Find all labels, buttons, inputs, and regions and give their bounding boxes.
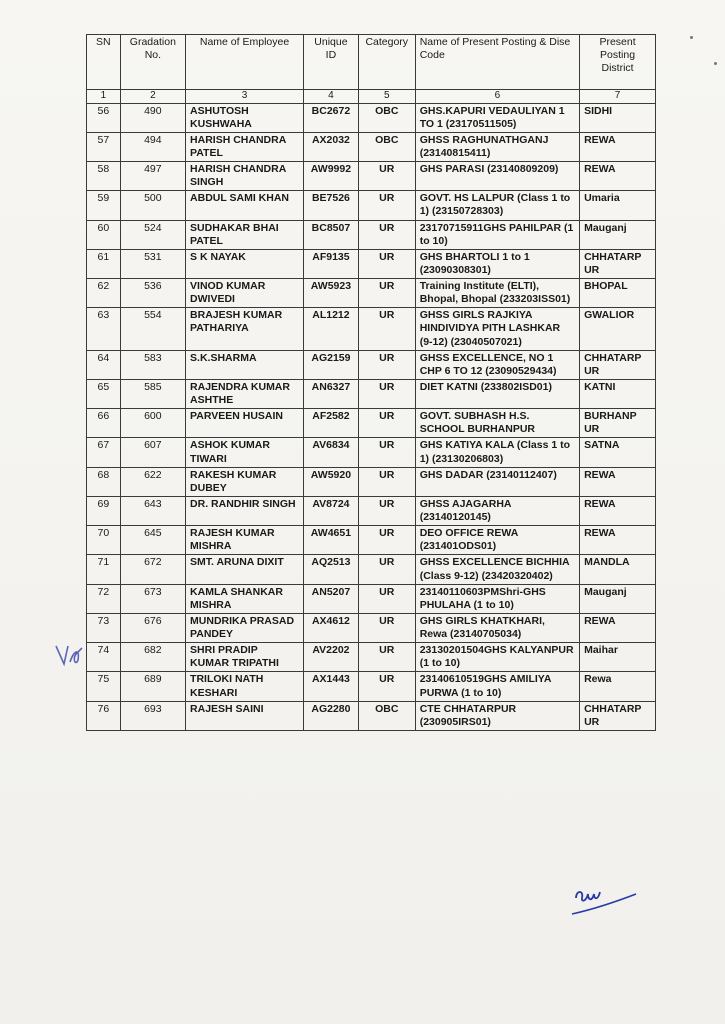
cell-district: REWA [580,467,656,496]
cell-unique-id: BC8507 [304,220,359,249]
cell-posting: GHSS EXCELLENCE BICHHIA (Class 9-12) (23420320402) [415,555,579,584]
cell-gradation: 673 [120,584,185,613]
handwritten-signature [570,880,640,920]
cell-posting: 23140610519GHS AMILIYA PURWA (1 to 10) [415,672,579,701]
cell-category: UR [358,555,415,584]
cell-district: REWA [580,132,656,161]
cell-posting: CTE CHHATARPUR (230905IRS01) [415,701,579,730]
cell-employee-name: TRILOKI NATH KESHARI [186,672,304,701]
cell-unique-id: AG2159 [304,350,359,379]
cell-district: Umaria [580,191,656,220]
cell-category: UR [358,350,415,379]
cell-category: UR [358,220,415,249]
cell-sn: 61 [87,249,121,278]
cell-unique-id: AX4612 [304,613,359,642]
cell-employee-name: KAMLA SHANKAR MISHRA [186,584,304,613]
cell-posting: GHSS AJAGARHA (23140120145) [415,496,579,525]
cell-unique-id: AV6834 [304,438,359,467]
cell-district: Maihar [580,643,656,672]
cell-sn: 70 [87,526,121,555]
cell-employee-name: SMT. ARUNA DIXIT [186,555,304,584]
cell-gradation: 531 [120,249,185,278]
cell-unique-id: AV8724 [304,496,359,525]
table-row [87,132,656,161]
cell-employee-name: RAJENDRA KUMAR ASHTHE [186,379,304,408]
column-number: 3 [186,90,304,104]
cell-employee-name: S.K.SHARMA [186,350,304,379]
cell-district: CHHATARP UR [580,701,656,730]
cell-unique-id: AX1443 [304,672,359,701]
cell-category: OBC [358,103,415,132]
cell-unique-id: AN6327 [304,379,359,408]
cell-employee-name: SHRI PRADIP KUMAR TRIPATHI [186,643,304,672]
cell-sn: 75 [87,672,121,701]
cell-employee-name: RAJESH KUMAR MISHRA [186,526,304,555]
cell-district: CHHATARP UR [580,249,656,278]
cell-employee-name: SUDHAKAR BHAI PATEL [186,220,304,249]
column-number: 1 [87,90,121,104]
cell-posting: GHSS GIRLS RAJKIYA HINDIVIDYA PITH LASHKAR (9-12) (23040507021) [415,308,579,350]
header-posting: Name of Present Posting & Dise Code [415,35,579,90]
table-row [87,672,656,701]
scan-speck [714,62,717,65]
cell-district: REWA [580,526,656,555]
cell-district: REWA [580,162,656,191]
cell-posting: DIET KATNI (233802ISD01) [415,379,579,408]
cell-employee-name: HARISH CHANDRA PATEL [186,132,304,161]
cell-sn: 69 [87,496,121,525]
table-row [87,467,656,496]
cell-unique-id: AL1212 [304,308,359,350]
table-row [87,350,656,379]
cell-gradation: 622 [120,467,185,496]
cell-category: UR [358,467,415,496]
cell-district: CHHATARP UR [580,350,656,379]
cell-category: UR [358,672,415,701]
cell-employee-name: BRAJESH KUMAR PATHARIYA [186,308,304,350]
cell-gradation: 689 [120,672,185,701]
cell-employee-name: RAJESH SAINI [186,701,304,730]
cell-district: MANDLA [580,555,656,584]
table-row [87,249,656,278]
column-number-row [87,90,656,104]
cell-category: UR [358,249,415,278]
cell-employee-name: RAKESH KUMAR DUBEY [186,467,304,496]
cell-employee-name: ASHUTOSH KUSHWAHA [186,103,304,132]
cell-district: REWA [580,613,656,642]
cell-unique-id: AW9992 [304,162,359,191]
cell-district: BHOPAL [580,279,656,308]
cell-sn: 72 [87,584,121,613]
table-row [87,643,656,672]
header-unique-id: Unique ID [304,35,359,90]
cell-district: REWA [580,496,656,525]
cell-gradation: 583 [120,350,185,379]
cell-posting: GHS BHARTOLI 1 to 1 (23090308301) [415,249,579,278]
cell-sn: 56 [87,103,121,132]
cell-posting: GHS GIRLS KHATKHARI, Rewa (23140705034) [415,613,579,642]
cell-posting: 23130201504GHS KALYANPUR (1 to 10) [415,643,579,672]
cell-category: UR [358,191,415,220]
column-number: 5 [358,90,415,104]
cell-sn: 67 [87,438,121,467]
cell-unique-id: AW4651 [304,526,359,555]
column-number: 2 [120,90,185,104]
cell-employee-name: PARVEEN HUSAIN [186,409,304,438]
cell-district: BURHANP UR [580,409,656,438]
header-category: Category [358,35,415,90]
cell-employee-name: ASHOK KUMAR TIWARI [186,438,304,467]
cell-unique-id: AG2280 [304,701,359,730]
cell-gradation: 693 [120,701,185,730]
cell-posting: GHS KATIYA KALA (Class 1 to 1) (23130206803) [415,438,579,467]
cell-posting: GHS DADAR (23140112407) [415,467,579,496]
table-row [87,613,656,642]
cell-district: KATNI [580,379,656,408]
cell-posting: GHS PARASI (23140809209) [415,162,579,191]
cell-sn: 71 [87,555,121,584]
cell-category: OBC [358,701,415,730]
table-row [87,379,656,408]
cell-gradation: 645 [120,526,185,555]
cell-category: UR [358,643,415,672]
cell-sn: 62 [87,279,121,308]
cell-unique-id: AX2032 [304,132,359,161]
cell-unique-id: BE7526 [304,191,359,220]
cell-category: OBC [358,132,415,161]
cell-gradation: 554 [120,308,185,350]
table-row [87,701,656,730]
cell-category: UR [358,526,415,555]
cell-employee-name: HARISH CHANDRA SINGH [186,162,304,191]
cell-district: Mauganj [580,584,656,613]
cell-posting: GHS.KAPURI VEDAULIYAN 1 TO 1 (23170511505) [415,103,579,132]
cell-sn: 76 [87,701,121,730]
cell-category: UR [358,496,415,525]
table-row [87,308,656,350]
cell-unique-id: AF9135 [304,249,359,278]
header-gradation: Gradation No. [120,35,185,90]
cell-category: UR [358,613,415,642]
table-row [87,496,656,525]
cell-gradation: 494 [120,132,185,161]
cell-gradation: 536 [120,279,185,308]
cell-category: UR [358,379,415,408]
cell-category: UR [358,438,415,467]
cell-district: GWALIOR [580,308,656,350]
column-number: 6 [415,90,579,104]
cell-employee-name: DR. RANDHIR SINGH [186,496,304,525]
scan-speck [690,36,693,39]
cell-unique-id: AF2582 [304,409,359,438]
cell-unique-id: BC2672 [304,103,359,132]
header-district: Present Posting District [580,35,656,90]
table-row [87,555,656,584]
cell-category: UR [358,308,415,350]
cell-sn: 65 [87,379,121,408]
header-name: Name of Employee [186,35,304,90]
cell-gradation: 672 [120,555,185,584]
cell-gradation: 607 [120,438,185,467]
cell-posting: GOVT. HS LALPUR (Class 1 to 1) (23150728303) [415,191,579,220]
cell-sn: 74 [87,643,121,672]
cell-category: UR [358,162,415,191]
header-sn: SN [87,35,121,90]
cell-employee-name: MUNDRIKA PRASAD PANDEY [186,613,304,642]
cell-district: SIDHI [580,103,656,132]
cell-category: UR [358,279,415,308]
column-number: 7 [580,90,656,104]
cell-unique-id: AW5923 [304,279,359,308]
cell-sn: 58 [87,162,121,191]
cell-employee-name: ABDUL SAMI KHAN [186,191,304,220]
cell-sn: 60 [87,220,121,249]
cell-unique-id: AW5920 [304,467,359,496]
table-header-row [87,35,656,90]
cell-posting: 23170715911GHS PAHILPAR (1 to 10) [415,220,579,249]
cell-gradation: 682 [120,643,185,672]
cell-posting: Training Institute (ELTI), Bhopal, Bhopal (233203ISS01) [415,279,579,308]
cell-gradation: 600 [120,409,185,438]
cell-sn: 64 [87,350,121,379]
cell-category: UR [358,409,415,438]
table-body [87,90,656,731]
cell-posting: GOVT. SUBHASH H.S. SCHOOL BURHANPUR [415,409,579,438]
cell-gradation: 497 [120,162,185,191]
cell-gradation: 490 [120,103,185,132]
cell-gradation: 676 [120,613,185,642]
cell-unique-id: AV2202 [304,643,359,672]
cell-sn: 57 [87,132,121,161]
cell-employee-name: VINOD KUMAR DWIVEDI [186,279,304,308]
cell-employee-name: S K NAYAK [186,249,304,278]
employee-posting-table [86,34,656,731]
cell-posting: DEO OFFICE REWA (231401ODS01) [415,526,579,555]
table-row [87,409,656,438]
cell-sn: 73 [87,613,121,642]
cell-unique-id: AQ2513 [304,555,359,584]
cell-sn: 66 [87,409,121,438]
cell-gradation: 524 [120,220,185,249]
cell-gradation: 500 [120,191,185,220]
cell-sn: 59 [87,191,121,220]
table-row [87,584,656,613]
cell-district: Rewa [580,672,656,701]
column-number: 4 [304,90,359,104]
cell-gradation: 643 [120,496,185,525]
cell-sn: 68 [87,467,121,496]
cell-sn: 63 [87,308,121,350]
table-row [87,103,656,132]
cell-posting: 23140110603PMShri-GHS PHULAHA (1 to 10) [415,584,579,613]
table-row [87,220,656,249]
handwritten-initials-mark [52,640,92,670]
table-row [87,279,656,308]
table-row [87,526,656,555]
table-row [87,438,656,467]
cell-category: UR [358,584,415,613]
table-row [87,162,656,191]
cell-unique-id: AN5207 [304,584,359,613]
cell-gradation: 585 [120,379,185,408]
cell-posting: GHSS RAGHUNATHGANJ (23140815411) [415,132,579,161]
cell-posting: GHSS EXCELLENCE, NO 1 CHP 6 TO 12 (23090529434) [415,350,579,379]
cell-district: SATNA [580,438,656,467]
cell-district: Mauganj [580,220,656,249]
table-row [87,191,656,220]
